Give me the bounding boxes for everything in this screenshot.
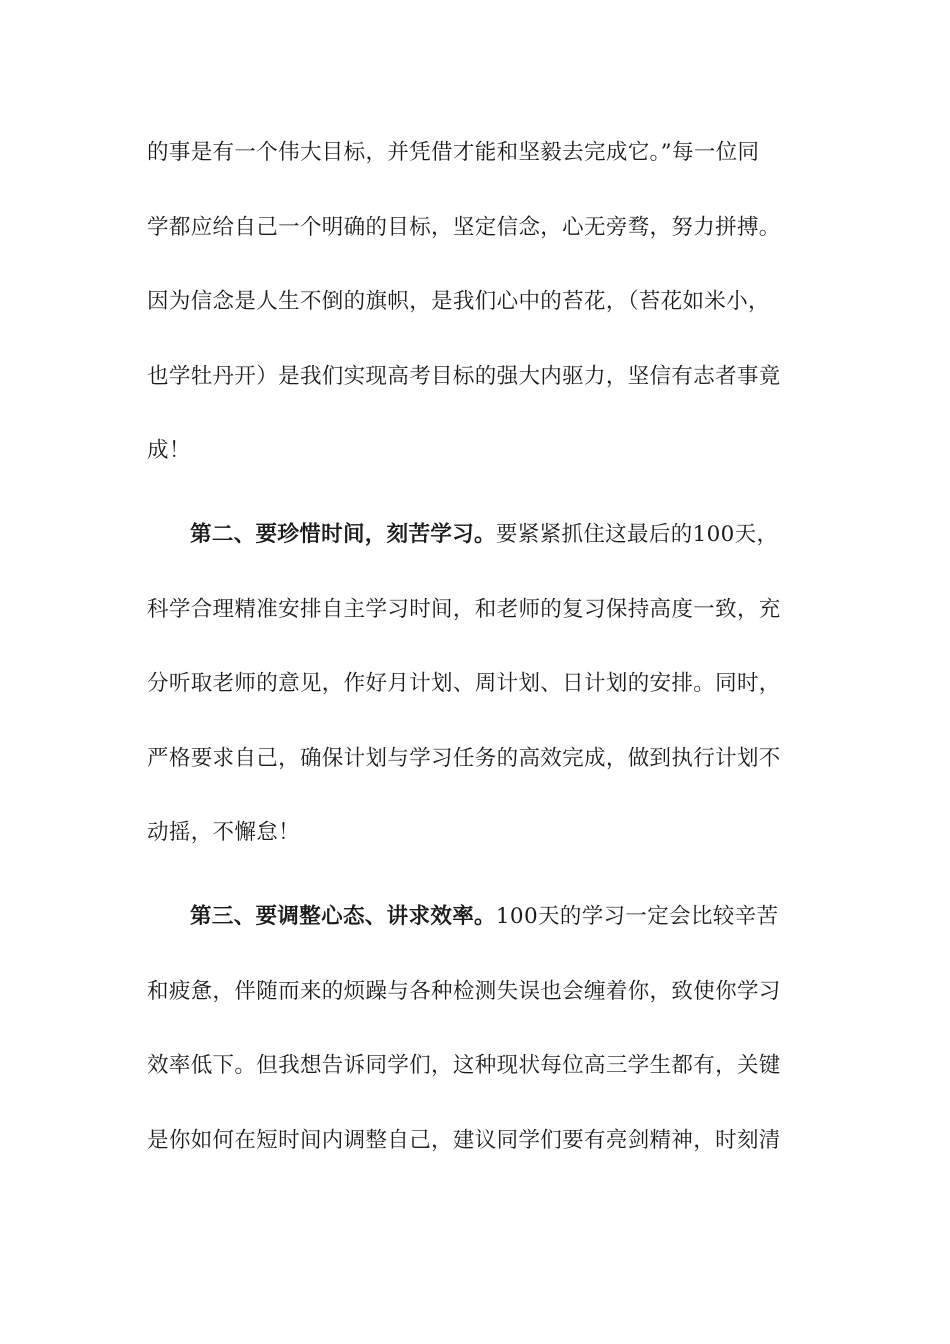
paragraph-1-line-4: 也学牡丹开）是我们实现高考目标的强大内驱力，坚信有志者事竟 (147, 364, 781, 389)
paragraph-3-line-3: 效率低下。但我想告诉同学们，这种现状每位高三学生都有，关键 (147, 1053, 781, 1078)
paragraph-3-line-4: 是你如何在短时间内调整自己，建议同学们要有亮剑精神，时刻清 (147, 1128, 781, 1153)
paragraph-3-heading: 第三、要调整心态、讲求效率。 (190, 904, 496, 929)
paragraph-1-line-1: 的事是有一个伟大目标，并凭借才能和坚毅去完成它。”每一位同 (147, 140, 760, 165)
paragraph-2-line-3: 分听取老师的意见，作好月计划、周计划、日计划的安排。同时， (147, 671, 781, 696)
paragraph-2-heading: 第二、要珍惜时间，刻苦学习。 (190, 522, 496, 547)
paragraph-1-line-5: 成！ (147, 438, 191, 463)
paragraph-3-first-line-text: 100天的学习一定会比较辛苦 (495, 904, 779, 929)
paragraph-2-first-line-text: 要紧紧抓住这最后的100天， (495, 522, 779, 547)
paragraph-1-line-2: 学都应给自己一个明确的目标，坚定信念，心无旁骛，努力拼搏。 (147, 215, 781, 240)
paragraph-3-line-2: 和疲惫，伴随而来的烦躁与各种检测失误也会缠着你，致使你学习 (147, 979, 781, 1004)
paragraph-2-line-2: 科学合理精准安排自主学习时间，和老师的复习保持高度一致，充 (147, 597, 781, 622)
paragraph-2-line-4: 严格要求自己，确保计划与学习任务的高效完成，做到执行计划不 (147, 746, 781, 771)
paragraph-3-first-line (190, 902, 850, 932)
paragraph-2-first-line (190, 520, 850, 550)
paragraph-1-line-3: 因为信念是人生不倒的旗帜，是我们心中的苔花，（苔花如米小， (147, 289, 770, 314)
paragraph-2-line-5: 动摇，不懈怠！ (147, 820, 300, 845)
